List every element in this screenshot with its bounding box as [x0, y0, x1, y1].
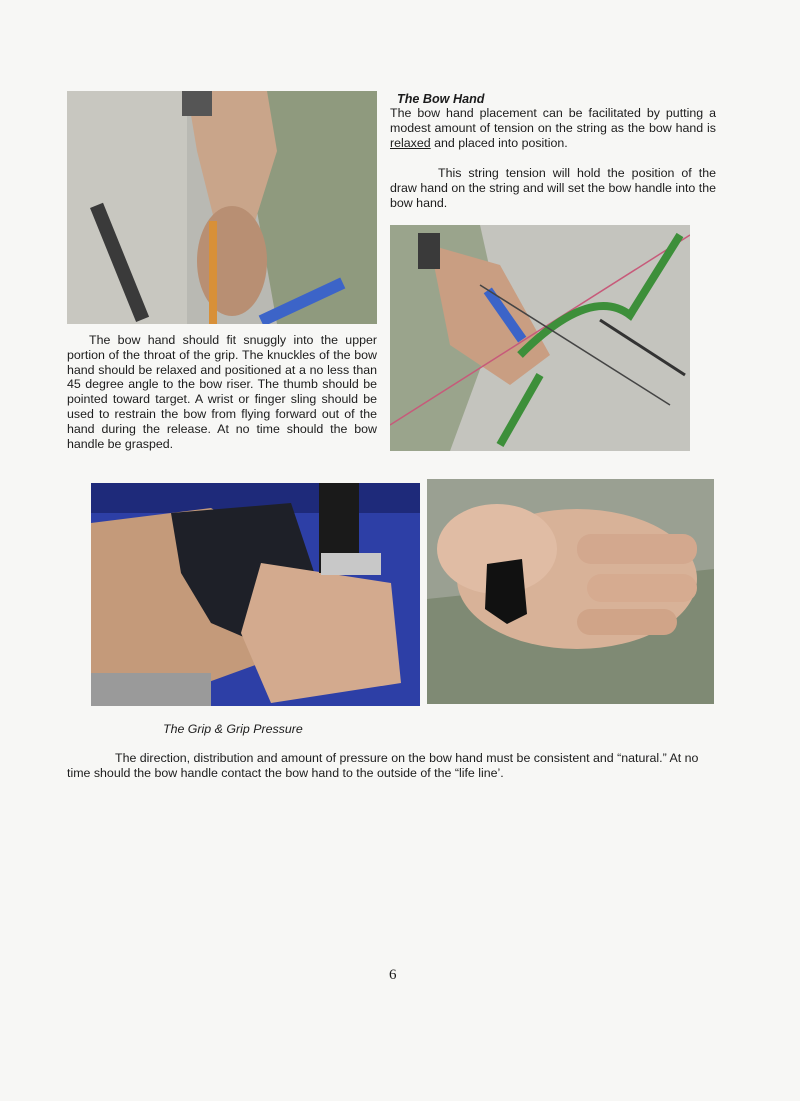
grip-text: The direction, distribution and amount of pressure on the bow hand must be consistent and “natural.” At no time should the bow handle contact the bow hand to the outside of the “life line’. — [67, 751, 699, 780]
full-draw-photo — [390, 225, 690, 451]
page-number: 6 — [389, 967, 397, 983]
intro-paragraph — [390, 106, 716, 150]
grip-caption: The Grip & Grip Pressure — [163, 722, 303, 736]
intro-text-end: and placed into position. — [430, 135, 568, 150]
intro-emphasis: relaxed — [390, 135, 431, 150]
bow-hand-photo — [67, 91, 377, 324]
placement-text: The bow hand should fit snuggly into the upper portion of the throat of the grip. The knuckles of the bow hand should be relaxed and positioned at a no less than 45 degree angle to the bow riser. The thumb should be pointed toward target. A wrist or finger sling should be used to restrain the bow from flying forward out of the hand during the release. At no time should the bow handle be grasped. — [67, 333, 377, 451]
intro-text-start: The bow hand placement can be facilitated by putting a modest amount of tension on the string as the bow hand is — [390, 106, 716, 135]
section-heading: The Bow Hand — [397, 92, 485, 106]
tension-paragraph — [390, 166, 716, 210]
grip-paragraph — [67, 751, 719, 781]
tension-text: This string tension will hold the position of the draw hand on the string and will set the bow handle into the bow hand. — [390, 166, 716, 210]
grip-pressure-photo — [427, 479, 714, 704]
grip-photo — [91, 483, 420, 706]
placement-paragraph — [67, 333, 377, 451]
